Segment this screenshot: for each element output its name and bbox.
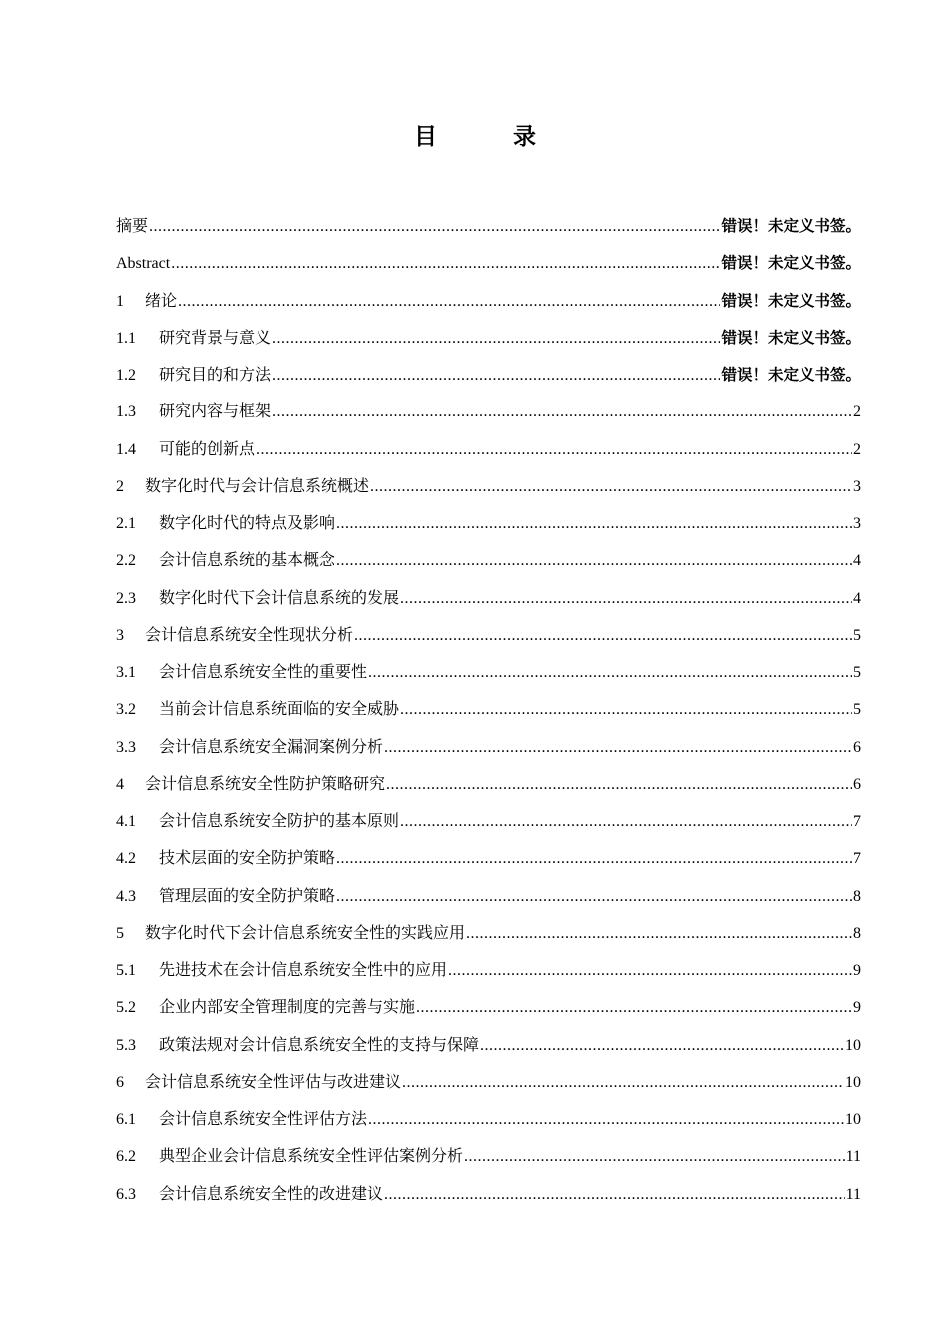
toc-entry[interactable] [116, 995, 861, 1032]
toc-entry[interactable] [116, 1182, 861, 1219]
dot-leader [272, 399, 852, 425]
toc-entry-label: 会计信息系统安全性的改进建议 [159, 1185, 384, 1203]
dot-leader [386, 772, 852, 798]
toc-entry[interactable] [116, 511, 861, 548]
toc-entry-number: 6.2 [116, 1148, 136, 1166]
toc-entry-page-number: 5 [853, 701, 861, 719]
toc-entry[interactable] [116, 623, 861, 660]
toc-entry-page-number: 9 [853, 962, 861, 979]
toc-entry[interactable] [116, 921, 861, 958]
dot-leader [178, 289, 720, 315]
toc-entry[interactable] [116, 399, 861, 436]
toc-entry[interactable] [116, 697, 861, 734]
toc-entry-number: 3.1 [116, 664, 136, 681]
toc-entry[interactable] [116, 1107, 861, 1144]
dot-leader [336, 511, 852, 537]
toc-entry-number: 6.3 [116, 1185, 136, 1203]
toc-entry-number: 2.2 [116, 552, 136, 570]
dot-leader [336, 548, 852, 574]
dot-leader [464, 1144, 845, 1170]
toc-entry[interactable] [116, 958, 861, 995]
toc-entry-label: 数字化时代下会计信息系统安全性的实践应用 [145, 924, 466, 942]
toc-entry-number: 1 [116, 292, 124, 310]
toc-entry-page-number: 6 [853, 738, 861, 756]
bookmark-error-text: 错误！未定义书签。 [721, 217, 861, 235]
toc-entry[interactable] [116, 288, 861, 325]
toc-entry-label: 数字化时代下会计信息系统的发展 [159, 589, 400, 607]
toc-entry-label: 会计信息系统安全性现状分析 [145, 626, 354, 644]
toc-entry-page-number: 10 [845, 1036, 861, 1054]
toc-entry-page-number: 3 [853, 515, 861, 532]
toc-entry[interactable] [116, 213, 861, 250]
toc-entry-number: 1.2 [116, 367, 136, 384]
dot-leader [272, 326, 720, 352]
bookmark-error-text: 错误！未定义书签。 [721, 328, 861, 347]
toc-entry-number: 5.1 [116, 962, 136, 979]
dot-leader [336, 884, 852, 910]
table-of-contents [116, 213, 861, 1219]
toc-entry-label: 典型企业会计信息系统安全性评估案例分析 [159, 1148, 464, 1166]
toc-entry-label: 会计信息系统安全防护的基本原则 [159, 813, 400, 830]
toc-entry[interactable] [116, 809, 861, 846]
toc-entry-label: 可能的创新点 [159, 440, 256, 458]
dot-leader [448, 958, 852, 984]
toc-entry-label: 数字化时代的特点及影响 [159, 515, 336, 532]
toc-entry[interactable] [116, 772, 861, 809]
toc-entry-label: 先进技术在会计信息系统安全性中的应用 [159, 962, 448, 979]
dot-leader [400, 697, 852, 723]
toc-entry[interactable] [116, 846, 861, 883]
toc-entry-number: 5 [116, 924, 124, 942]
toc-entry-label: 数字化时代与会计信息系统概述 [145, 477, 370, 495]
toc-entry-label: 管理层面的安全防护策略 [159, 887, 336, 905]
toc-entry-page-number: 11 [845, 1148, 861, 1166]
toc-entry[interactable] [116, 735, 861, 772]
toc-entry-page-number: 8 [853, 924, 861, 942]
toc-entry-number: 3.3 [116, 738, 136, 756]
toc-entry-label: 当前会计信息系统面临的安全威胁 [159, 701, 400, 719]
dot-leader [402, 1070, 844, 1096]
dot-leader [171, 251, 720, 277]
toc-entry-page-number: 10 [845, 1111, 861, 1128]
dot-leader [466, 921, 852, 947]
toc-entry-number: 2 [116, 477, 124, 495]
toc-entry-label: 研究背景与意义 [159, 329, 272, 347]
toc-entry-number: 2.1 [116, 515, 136, 532]
toc-entry-label: 企业内部安全管理制度的完善与实施 [159, 999, 416, 1017]
toc-entry[interactable] [116, 1070, 861, 1107]
dot-leader [272, 363, 720, 389]
bookmark-error-text: 错误！未定义书签。 [721, 254, 861, 273]
toc-entry-number: 5.2 [116, 999, 136, 1017]
dot-leader [256, 437, 852, 463]
dot-leader [149, 214, 720, 240]
toc-entry-number: 5.3 [116, 1036, 136, 1054]
toc-entry-label: 研究目的和方法 [159, 367, 272, 384]
toc-entry-page-number: 5 [853, 664, 861, 681]
toc-entry-label: 研究内容与框架 [159, 403, 272, 421]
toc-entry-number: 4.3 [116, 887, 136, 905]
toc-entry-page-number: 7 [853, 850, 861, 868]
dot-leader [480, 1033, 844, 1059]
bookmark-error-text: 错误！未定义书签。 [721, 291, 861, 310]
dot-leader [370, 474, 852, 500]
toc-entry[interactable] [116, 1144, 861, 1181]
toc-entry-number: 4.1 [116, 813, 136, 830]
toc-entry[interactable] [116, 325, 861, 362]
toc-entry-label: 政策法规对会计信息系统安全性的支持与保障 [159, 1036, 480, 1054]
dot-leader [384, 735, 852, 761]
toc-entry-number: 1.4 [116, 440, 136, 458]
toc-entry[interactable] [116, 362, 861, 399]
toc-entry-number: 1.3 [116, 403, 136, 421]
dot-leader [384, 1182, 845, 1208]
toc-entry-label: 摘要 [116, 218, 149, 235]
toc-entry[interactable] [116, 1033, 861, 1070]
dot-leader [400, 586, 852, 612]
toc-entry-label: 会计信息系统安全性评估与改进建议 [145, 1073, 402, 1091]
toc-entry-page-number: 2 [853, 440, 861, 458]
toc-entry-number: 6 [116, 1073, 124, 1091]
toc-entry-page-number: 3 [853, 477, 861, 495]
toc-entry-page-number: 4 [853, 589, 861, 607]
toc-entry[interactable] [116, 884, 861, 921]
toc-entry-page-number: 7 [853, 813, 861, 830]
dot-leader [400, 809, 852, 835]
toc-entry-number: 3 [116, 626, 124, 644]
toc-entry-label: 会计信息系统安全漏洞案例分析 [159, 738, 384, 756]
toc-entry[interactable] [116, 586, 861, 623]
toc-entry[interactable] [116, 660, 861, 697]
toc-entry-label: 会计信息系统安全性防护策略研究 [145, 775, 386, 793]
toc-entry-number: 6.1 [116, 1111, 136, 1128]
toc-entry-number: 3.2 [116, 701, 136, 719]
toc-entry-number: 4 [116, 775, 124, 793]
bookmark-error-text: 错误！未定义书签。 [721, 366, 861, 384]
toc-entry-page-number: 2 [853, 403, 861, 421]
toc-entry[interactable] [116, 474, 861, 511]
dot-leader [354, 623, 852, 649]
dot-leader [368, 1107, 844, 1133]
toc-entry-label: 技术层面的安全防护策略 [159, 850, 336, 868]
toc-entry-page-number: 11 [845, 1185, 861, 1203]
toc-entry-number: 1.1 [116, 329, 136, 347]
dot-leader [416, 995, 852, 1021]
toc-entry[interactable] [116, 437, 861, 474]
toc-entry-page-number: 6 [853, 775, 861, 793]
toc-entry-number: 2.3 [116, 589, 136, 607]
toc-entry-label: 绪论 [145, 292, 178, 310]
toc-entry[interactable] [116, 250, 861, 287]
toc-entry-page-number: 10 [845, 1073, 861, 1091]
toc-entry-number: 4.2 [116, 850, 136, 868]
toc-entry[interactable] [116, 548, 861, 585]
toc-entry-label: Abstract [116, 255, 171, 273]
toc-entry-label: 会计信息系统安全性的重要性 [159, 664, 368, 681]
toc-entry-page-number: 8 [853, 887, 861, 905]
toc-entry-page-number: 5 [853, 626, 861, 644]
dot-leader [368, 660, 852, 686]
toc-entry-label: 会计信息系统安全性评估方法 [159, 1111, 368, 1128]
toc-entry-page-number: 9 [853, 999, 861, 1017]
toc-entry-label: 会计信息系统的基本概念 [159, 552, 336, 570]
dot-leader [336, 846, 852, 872]
toc-entry-page-number: 4 [853, 552, 861, 570]
page-title: 目 录 [413, 124, 570, 150]
